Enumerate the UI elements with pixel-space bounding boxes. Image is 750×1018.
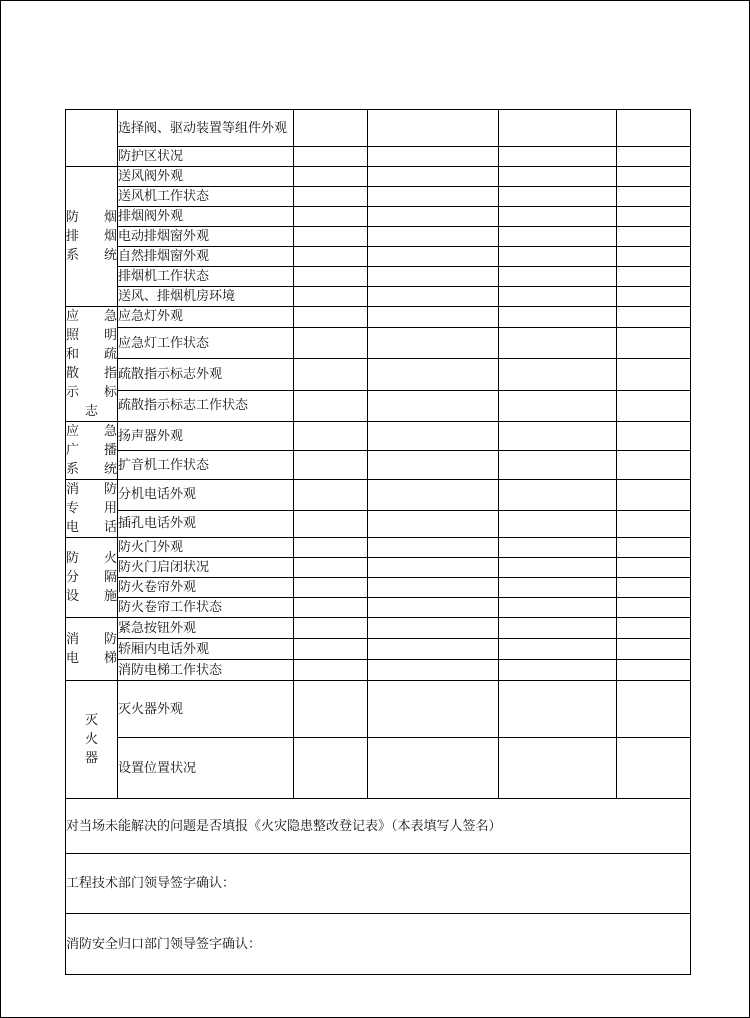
entry-cell[interactable]	[617, 187, 691, 207]
entry-cell[interactable]	[294, 639, 368, 660]
entry-cell[interactable]	[294, 660, 368, 681]
entry-cell[interactable]	[368, 598, 499, 618]
table-row	[66, 480, 691, 511]
entry-cell[interactable]	[617, 738, 691, 799]
entry-cell[interactable]	[617, 327, 691, 358]
entry-cell[interactable]	[617, 267, 691, 287]
table-row	[66, 267, 691, 287]
category-label-line: 器	[84, 751, 98, 766]
entry-cell[interactable]	[499, 390, 617, 421]
entry-cell[interactable]	[499, 538, 617, 558]
entry-cell[interactable]	[294, 110, 368, 147]
entry-cell[interactable]	[499, 510, 617, 537]
table-row	[66, 618, 691, 639]
table-row	[66, 390, 691, 421]
inspection-item-label: 排烟机工作状态	[118, 267, 294, 287]
inspection-item-label: 插孔电话外观	[118, 510, 294, 537]
entry-cell[interactable]	[368, 307, 499, 328]
entry-cell[interactable]	[499, 558, 617, 578]
entry-cell[interactable]	[368, 187, 499, 207]
inspection-item-label: 扬声器外观	[118, 422, 294, 451]
signature-row	[66, 854, 691, 914]
inspection-item-label: 轿厢内电话外观	[118, 639, 294, 660]
inspection-item-label: 防火门外观	[118, 538, 294, 558]
category-label-line: 电 梯	[66, 651, 117, 666]
entry-cell[interactable]	[294, 247, 368, 267]
category-label-line: 防 烟	[66, 210, 117, 225]
entry-cell[interactable]	[294, 578, 368, 598]
table-row	[66, 227, 691, 247]
category-label-line: 和 疏	[66, 347, 117, 362]
category-cell	[66, 618, 118, 681]
entry-cell[interactable]	[617, 660, 691, 681]
category-label-line: 照 明	[66, 328, 117, 343]
table-row	[66, 639, 691, 660]
entry-cell[interactable]	[617, 681, 691, 738]
entry-cell[interactable]	[499, 207, 617, 227]
entry-cell[interactable]	[617, 207, 691, 227]
entry-cell[interactable]	[368, 287, 499, 307]
entry-cell[interactable]	[499, 681, 617, 738]
entry-cell[interactable]	[617, 480, 691, 511]
category-cell	[66, 681, 118, 799]
entry-cell[interactable]	[368, 618, 499, 639]
inspection-item-label: 疏散指示标志外观	[118, 359, 294, 390]
entry-cell[interactable]	[368, 167, 499, 187]
entry-cell[interactable]	[368, 247, 499, 267]
entry-cell[interactable]	[617, 558, 691, 578]
entry-cell[interactable]	[499, 327, 617, 358]
entry-cell[interactable]	[617, 422, 691, 451]
signature-field[interactable]	[66, 854, 691, 914]
category-cell	[66, 307, 118, 422]
category-label-line: 散 指	[66, 366, 117, 381]
entry-cell[interactable]	[499, 227, 617, 247]
inspection-item-label: 送风机工作状态	[118, 187, 294, 207]
inspection-item-label: 应急灯工作状态	[118, 327, 294, 358]
table-row	[66, 660, 691, 681]
category-label-line: 示 标	[66, 385, 117, 400]
entry-cell[interactable]	[368, 359, 499, 390]
entry-cell[interactable]	[294, 287, 368, 307]
entry-cell[interactable]	[617, 639, 691, 660]
entry-cell[interactable]	[294, 207, 368, 227]
entry-cell[interactable]	[499, 660, 617, 681]
entry-cell[interactable]	[294, 227, 368, 247]
entry-cell[interactable]	[294, 598, 368, 618]
entry-cell[interactable]	[499, 287, 617, 307]
entry-cell[interactable]	[368, 227, 499, 247]
table-row	[66, 287, 691, 307]
category-label-line: 专 用	[66, 501, 117, 516]
entry-cell[interactable]	[617, 538, 691, 558]
inspection-item-label: 自然排烟窗外观	[118, 247, 294, 267]
entry-cell[interactable]	[499, 110, 617, 147]
entry-cell[interactable]	[368, 681, 499, 738]
inspection-item-label: 防火门启闭状况	[118, 558, 294, 578]
entry-cell[interactable]	[617, 578, 691, 598]
entry-cell[interactable]	[294, 359, 368, 390]
entry-cell[interactable]	[294, 738, 368, 799]
table-row	[66, 738, 691, 799]
category-label-line: 电 话	[66, 520, 117, 535]
entry-cell[interactable]	[368, 147, 499, 167]
entry-cell[interactable]	[294, 267, 368, 287]
category-label-line: 系 统	[66, 462, 117, 477]
category-cell	[66, 480, 118, 538]
table-row	[66, 110, 691, 147]
entry-cell[interactable]	[617, 390, 691, 421]
table-row	[66, 187, 691, 207]
inspection-item-label: 疏散指示标志工作状态	[118, 390, 294, 421]
entry-cell[interactable]	[294, 307, 368, 328]
entry-cell[interactable]	[294, 618, 368, 639]
entry-cell[interactable]	[294, 480, 368, 511]
entry-cell[interactable]	[499, 480, 617, 511]
signature-field[interactable]	[66, 799, 691, 854]
entry-cell[interactable]	[499, 639, 617, 660]
entry-cell[interactable]	[617, 287, 691, 307]
table-row	[66, 307, 691, 328]
entry-cell[interactable]	[294, 147, 368, 167]
signature-label: 消防安全归口部门领导签字确认：	[66, 936, 262, 952]
entry-cell[interactable]	[294, 422, 368, 451]
inspection-item-label: 应急灯外观	[118, 307, 294, 328]
entry-cell[interactable]	[294, 681, 368, 738]
entry-cell[interactable]	[368, 110, 499, 147]
table-row	[66, 207, 691, 227]
category-label-line: 系 统	[66, 248, 117, 263]
inspection-item-label: 设置位置状况	[118, 738, 294, 799]
inspection-item-label: 分机电话外观	[118, 480, 294, 511]
inspection-item-label: 灭火器外观	[118, 681, 294, 738]
category-label-line: 应 急	[66, 309, 117, 324]
table-row	[66, 681, 691, 738]
entry-cell[interactable]	[294, 167, 368, 187]
entry-cell[interactable]	[617, 167, 691, 187]
entry-cell[interactable]	[368, 558, 499, 578]
category-label-line: 灭	[84, 713, 98, 728]
table-row	[66, 578, 691, 598]
entry-cell[interactable]	[499, 147, 617, 167]
table-row	[66, 359, 691, 390]
table-row	[66, 422, 691, 451]
entry-cell[interactable]	[499, 267, 617, 287]
entry-cell[interactable]	[294, 451, 368, 480]
table-row	[66, 598, 691, 618]
entry-cell[interactable]	[617, 359, 691, 390]
entry-cell[interactable]	[617, 598, 691, 618]
entry-cell[interactable]	[368, 639, 499, 660]
signature-row	[66, 914, 691, 975]
inspection-item-label: 防火卷帘外观	[118, 578, 294, 598]
table-row	[66, 167, 691, 187]
category-label-line: 分 隔	[66, 570, 117, 585]
entry-cell[interactable]	[294, 510, 368, 537]
entry-cell[interactable]	[499, 422, 617, 451]
entry-cell[interactable]	[368, 390, 499, 421]
signature-label: 工程技术部门领导签字确认：	[66, 876, 236, 891]
category-label-line: 消 防	[66, 632, 117, 647]
entry-cell[interactable]	[617, 147, 691, 167]
signature-field[interactable]	[66, 914, 691, 975]
inspection-item-label: 防护区状况	[118, 147, 294, 167]
table-row	[66, 558, 691, 578]
signature-row	[66, 799, 691, 854]
table-row	[66, 510, 691, 537]
inspection-item-label: 消防电梯工作状态	[118, 660, 294, 681]
entry-cell[interactable]	[617, 451, 691, 480]
entry-cell[interactable]	[368, 207, 499, 227]
entry-cell[interactable]	[499, 307, 617, 328]
entry-cell[interactable]	[368, 267, 499, 287]
category-cell	[66, 422, 118, 480]
category-label-line: 排 烟	[66, 229, 117, 244]
inspection-item-label: 扩音机工作状态	[118, 451, 294, 480]
entry-cell[interactable]	[499, 598, 617, 618]
entry-cell[interactable]	[617, 247, 691, 267]
entry-cell[interactable]	[617, 510, 691, 537]
table-row	[66, 538, 691, 558]
entry-cell[interactable]	[499, 187, 617, 207]
entry-cell[interactable]	[294, 538, 368, 558]
table-row	[66, 247, 691, 267]
entry-cell[interactable]	[368, 451, 499, 480]
table-row	[66, 327, 691, 358]
entry-cell[interactable]	[617, 307, 691, 328]
entry-cell[interactable]	[499, 618, 617, 639]
entry-cell[interactable]	[368, 510, 499, 537]
category-label-line: 广 播	[66, 443, 117, 458]
inspection-item-label: 选择阀、驱动装置等组件外观	[118, 110, 294, 147]
entry-cell[interactable]	[499, 738, 617, 799]
category-label-line: 火	[84, 732, 98, 747]
entry-cell[interactable]	[294, 558, 368, 578]
entry-cell[interactable]	[499, 451, 617, 480]
category-label-line: 防 火	[66, 551, 117, 566]
category-label-line: 应 急	[66, 424, 117, 439]
inspection-item-label: 送风、排烟机房环境	[118, 287, 294, 307]
table-row	[66, 451, 691, 480]
inspection-item-label: 排烟阀外观	[118, 207, 294, 227]
entry-cell[interactable]	[617, 227, 691, 247]
signature-label: 对当场未能解决的问题是否填报《火灾隐患整改登记表》（本表填写人签名）	[66, 818, 502, 834]
inspection-item-label: 紧急按钮外观	[118, 618, 294, 639]
table-row	[66, 147, 691, 167]
category-cell	[66, 110, 118, 167]
category-cell	[66, 167, 118, 307]
entry-cell[interactable]	[499, 247, 617, 267]
entry-cell[interactable]	[368, 422, 499, 451]
inspection-item-label: 防火卷帘工作状态	[118, 598, 294, 618]
entry-cell[interactable]	[294, 327, 368, 358]
entry-cell[interactable]	[617, 110, 691, 147]
entry-cell[interactable]	[368, 327, 499, 358]
entry-cell[interactable]	[368, 738, 499, 799]
category-label-line: 志	[84, 404, 98, 419]
category-cell	[66, 538, 118, 618]
entry-cell[interactable]	[499, 578, 617, 598]
entry-cell[interactable]	[499, 167, 617, 187]
inspection-item-label: 送风阀外观	[118, 167, 294, 187]
entry-cell[interactable]	[368, 660, 499, 681]
entry-cell[interactable]	[499, 359, 617, 390]
entry-cell[interactable]	[294, 390, 368, 421]
inspection-table	[65, 109, 691, 975]
entry-cell[interactable]	[294, 187, 368, 207]
entry-cell[interactable]	[368, 480, 499, 511]
entry-cell[interactable]	[617, 618, 691, 639]
category-label-line: 设 施	[66, 589, 117, 604]
entry-cell[interactable]	[368, 578, 499, 598]
category-label-line: 消 防	[66, 482, 117, 497]
entry-cell[interactable]	[368, 538, 499, 558]
inspection-item-label: 电动排烟窗外观	[118, 227, 294, 247]
